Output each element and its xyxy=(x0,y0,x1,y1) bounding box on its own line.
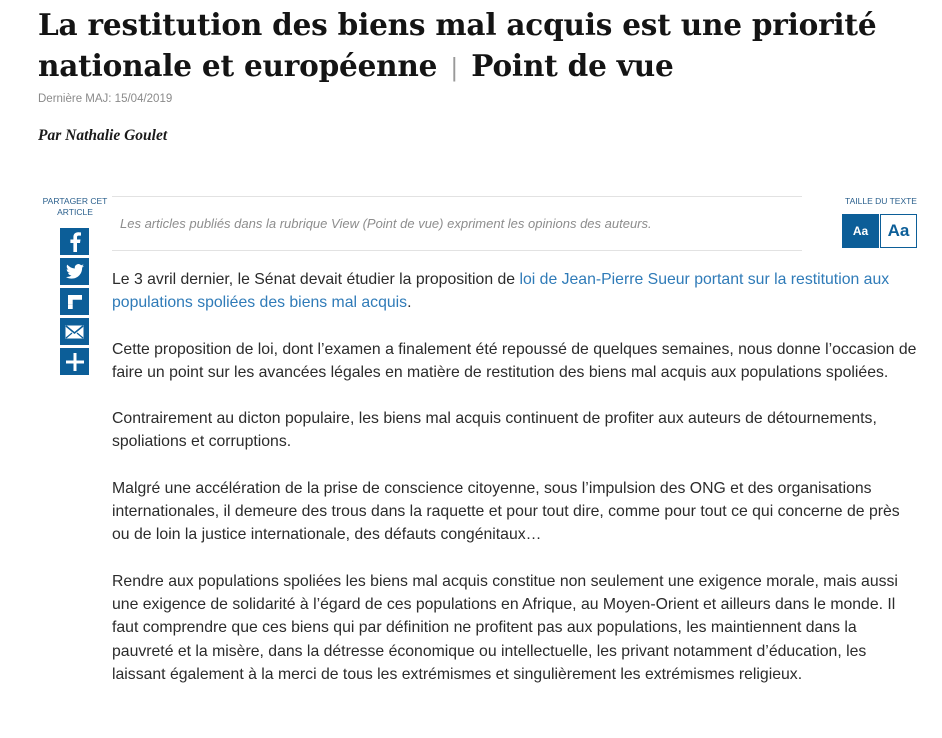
article-section: Point de vue xyxy=(471,48,674,83)
share-label: PARTAGER CET ARTICLE xyxy=(42,196,108,217)
text-size-control xyxy=(842,196,920,240)
share-facebook-button[interactable] xyxy=(60,228,89,255)
author-byline: Par Nathalie Goulet xyxy=(38,127,168,144)
flipboard-icon xyxy=(68,295,82,309)
title-separator: | xyxy=(450,54,459,82)
article-body xyxy=(112,268,920,709)
disclaimer-text: Les articles publiés dans la rubrique View (Point de vue) expriment les opinions des auteurs. xyxy=(120,216,652,231)
paragraph-2: Cette proposition de loi, dont l’examen a finalement été repoussé de quelques semaines, nous donne l’occasion de faire un point sur les avancées légales en matière de restitution des biens mal acquis aux populations spoliées. xyxy=(112,340,917,381)
paragraph-1-end: . xyxy=(407,294,412,312)
share-bar xyxy=(40,196,110,218)
article-title-main: La restitution des biens mal acquis est une priorité nationale et européenne xyxy=(38,7,877,83)
facebook-icon xyxy=(69,232,81,252)
paragraph-5: Rendre aux populations spoliées les biens mal acquis constitue non seulement une exigence morale, mais aussi une exigence de solidarité à l’égard de ces populations en Afrique, au Moyen-Orient et ailleurs dans le monde. Il faut comprendre que ces biens qui par définition ne profitent pas aux populations, les maintiennent dans la pauvreté et la misère, dans la détresse économique ou intellectuelle, les privant notamment d’éducation, les laissant également à la merci de tous les extrémismes et singulièrement les extrémismes religieux. xyxy=(112,572,898,683)
share-flipboard-button[interactable] xyxy=(60,288,89,315)
text-size-label: TAILLE DU TEXTE xyxy=(845,196,917,206)
text-size-large-button[interactable]: Aa xyxy=(880,214,917,248)
share-twitter-button[interactable] xyxy=(60,258,89,285)
twitter-icon xyxy=(66,264,84,279)
email-icon xyxy=(65,325,84,339)
share-email-button[interactable] xyxy=(60,318,89,345)
share-more-button[interactable] xyxy=(60,348,89,375)
text-size-small-button[interactable]: Aa xyxy=(842,214,879,248)
law-proposal-link[interactable]: loi de Jean-Pierre Sueur portant sur la restitution aux populations spoliées des biens mal acquis xyxy=(112,271,890,312)
article-title xyxy=(38,4,918,89)
paragraph-1-text: Le 3 avril dernier, le Sénat devait étudier la proposition de xyxy=(112,271,520,288)
paragraph-1 xyxy=(112,268,920,315)
opinion-disclaimer xyxy=(112,196,802,251)
last-updated: Dernière MAJ: 15/04/2019 xyxy=(38,93,173,105)
paragraph-4: Malgré une accélération de la prise de conscience citoyenne, sous l’impulsion des ONG et des organisations internationales, il demeure des trous dans la raquette et pour tout dire, comme pour tout ce qui concerne de près ou de loin la justice internationale, des défauts congénitaux… xyxy=(112,479,900,544)
plus-icon xyxy=(66,353,84,371)
paragraph-3: Contrairement au dicton populaire, les biens mal acquis continuent de profiter aux auteurs de détournements, spoliations et corruptions. xyxy=(112,410,877,451)
